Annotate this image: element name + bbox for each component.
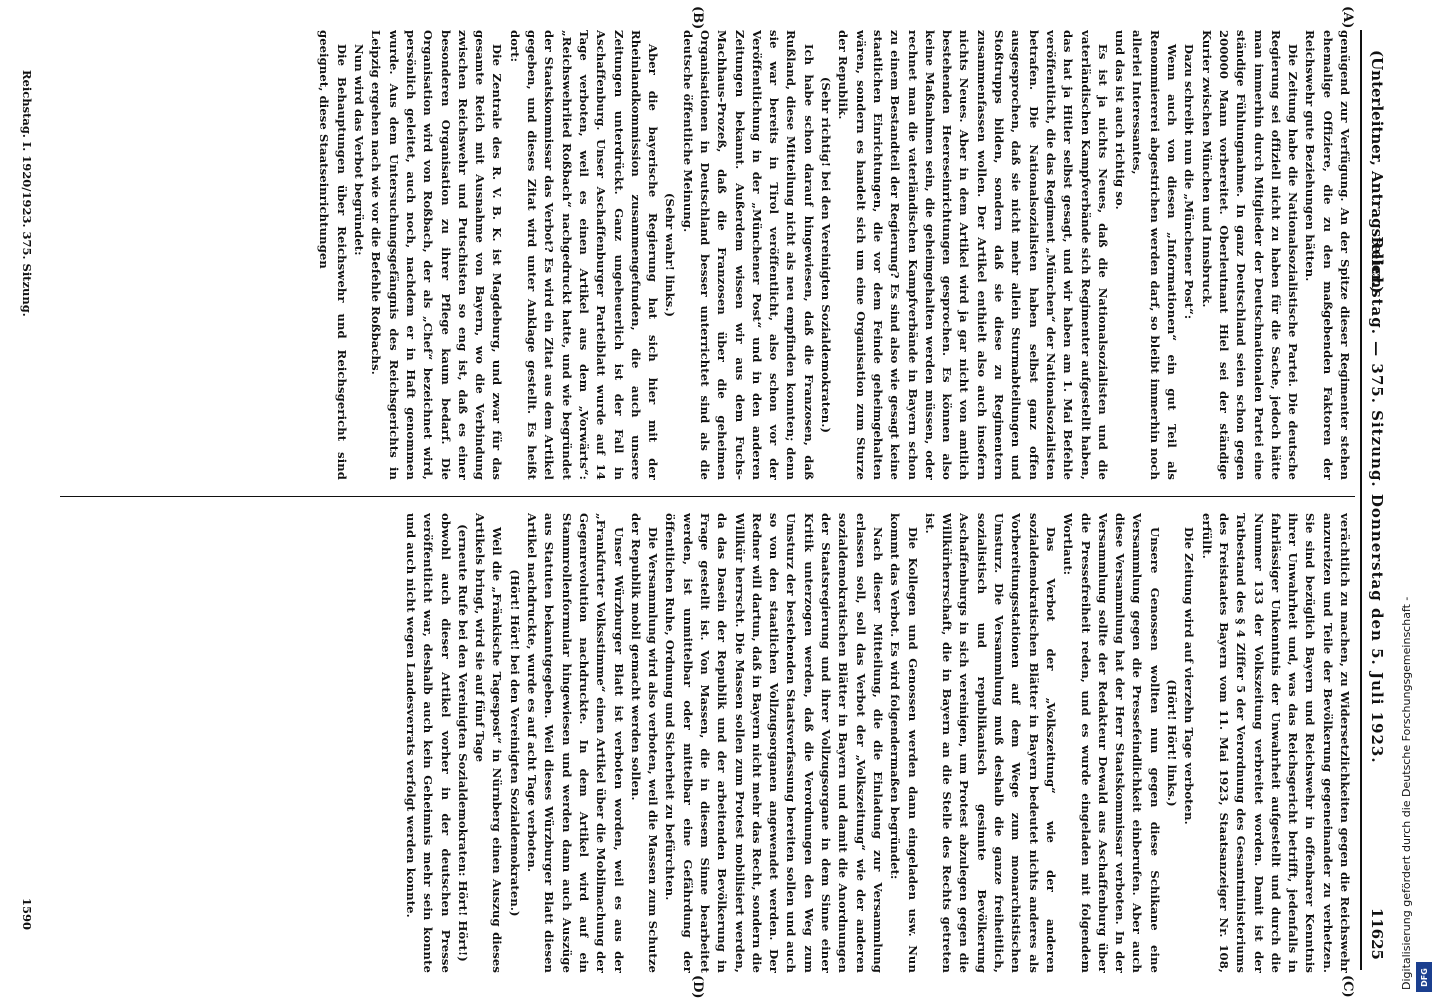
margin-mark-b: (B): [690, 6, 705, 30]
paragraph: Die Zeitung wird auf vierzehn Tage verboten.: [1182, 527, 1197, 825]
digitization-sidebar: [1398, 0, 1434, 1000]
page-header: [1360, 30, 1390, 970]
header-page-number: 11625: [1368, 907, 1386, 960]
paragraph: Unsere Genossen wollten nun gegen diese Schikane eine Versammlung gegen die Pressefeindlichkeit einberufen. Aber auch diese Versammlung hat der Herr Staatskommissar verboten. In der Versammlung sollte der Redakteur Dewald aus Aschaffenburg über die Pressefreiheit reden, und es wurde eingeladen mit folgendem Wortlaut:: [1061, 513, 1162, 973]
paragraph: Ich habe schon darauf hingewiesen, daß die Franzosen, daß Rußland, diese Mitteilung nicht als neu empfinden konnten; denn sie war bereits in Tirol veröffentlicht, also schon vor der Veröffentlichung in der „Münchener Post“ und in den anderen Zeitungen bekannt. Außerdem wissen wir aus dem Fuchs-Machhaus-Prozeß, daß die Franzosen über die geheimen Organisationen in Deutschland besser unterrichtet sind als die deutsche öffentliche Meinung.: [680, 30, 816, 480]
paragraph: Die Behauptungen über Reichswehr und Reichsgericht sind geeignet, diese Staatseinrichtungen: [317, 30, 349, 480]
paragraph: Nun wird das Verbot begründet:: [352, 44, 367, 256]
header-session-title: Reichstag. — 375. Sitzung. Donnerstag den 5. Juli 1923.: [1368, 236, 1386, 764]
left-column: [60, 30, 1353, 480]
paragraph: Die Versammlung wird also verboten, weil die Massen zum Schutze der Republik mobil gemacht werden sollen.: [628, 513, 661, 973]
margin-mark-a: (A): [1340, 6, 1355, 29]
paragraph: Dazu schreibt nun die „Münchener Post“:: [1182, 44, 1197, 320]
dfg-logo: [1416, 962, 1432, 992]
paragraph: Das Verbot der „Volkszeitung“ wie der anderen sozialdemokratischen Blätter in Bayern bedeutet nichts anderes als Vorbereitungsstationen auf dem Wege zum monarchistischen Umsturz. Die Versammlung muß deshalb die ganze freiheitlich, sozialistisch und republikanisch gesinnte Bevölkerung Aschaffenburgs in sich vereinigen, um Protest abzulegen gegen die Willkürherrschaft, die in Bayern an die Stelle des Rechts getreten ist.: [922, 513, 1058, 973]
dfg-logo-text: DFG: [1419, 967, 1429, 987]
paragraph: genügend zur Verfügung. An der Spitze dieser Regimenter stehen ehemalige Offiziere, die zu den maßgebenden Faktoren der Reichswehr gute Beziehungen hätten.: [1303, 30, 1352, 480]
interjection: (Sehr richtig! bei den Vereinigten Sozialdemokraten.): [819, 76, 834, 434]
interjection: (Hört! Hört! links.): [1165, 679, 1180, 807]
header-speaker: (Unterleitner, Antragsteller.): [1368, 50, 1386, 294]
paragraph: Die Zentrale des R. V. B. K. ist Magdeburg, und zwar für das gesamte Reich mit Ausnahme von Bayern, wo die Verbindung zwischen Reichswehr und Putschisten so eng ist, daß es einer besonderen Organisation zu ihrer Pflege kaum bedarf. Die Organisation wird von Roßbach, der als „Chef“ bezeichnet wird, persönlich geleitet, auch noch, nachdem er in Haft genommen wurde. Aus dem Untersuchungsgefängnis des Reichsgerichts in Leipzig ergehen nach wie vor die Befehle Roßbachs.: [369, 30, 505, 480]
paragraph: Nach dieser Mitteilung, die die Einladung zur Versammlung erlassen soll, soll das Verbot der „Volkszeitung“ wie der anderen sozialdemokratischen Blätter in Bayern und damit die Anordnungen der Staatsregierung und ihrer Vollzugsorgane in dem Sinne einer Kritik unterzogen werden, daß die Verordnungen den Weg zum Umsturz der bestehenden Staatsverfassung bereiten sollen und auch so von den staatlichen Vollzugsorganen angewendet werden. Der Redner will dartun, daß in Bayern nicht mehr das Recht, sondern die Willkür herrscht. Die Massen sollen zum Protest mobilisiert werden, da das Dasein der Republik und der arbeitenden Bevölkerung in Frage gestellt ist. Von Massen, die in diesem Sinne bearbeitet werden, ist unmittelbar oder mittelbar eine Gefährdung der öffentlichen Ruhe, Ordnung und Sicherheit zu befürchten.: [663, 513, 885, 973]
margin-mark-c: (C): [1340, 975, 1355, 998]
interjection: (Sehr wahr! links.): [663, 192, 678, 318]
paragraph: Die Zeitung habe die Nationalsozialistische Partei. Die deutsche Regierung sei offiziell nicht zu haben für die Sache, jedoch hätte man immerhin durch Mitglieder der Deutschnationalen Partei eine ständige Fühlungnahme. In ganz Deutschland seien schon gegen 200000 Mann vorbereitet. Oberleutnant Hiel sei der ständige Kurier zwischen München und Innsbruck.: [1199, 30, 1301, 480]
paragraph: verächtlich zu machen, zu Widersetzlichkeiten gegen die Reichswehr anzureizen und Teile der Bevölkerung gegeneinander zu verhetzen. Sie sind bezüglich Bayern und Reichswehr in offenbarer Kenntnis ihrer Unwahrheit und, was das Reichsgericht betrifft, jedenfalls in fahrlässiger Unkenntnis der Unwahrheit aufgestellt und durch die Nummer 133 der Volkszeitung verbreitet worden. Damit ist der Tatbestand des § 4 Ziffer 5 der Verordnung des Gesamtministeriums des Freistaates Bayern vom 11. Mai 1923, Staatsanzeiger Nr. 108, erfüllt.: [1199, 513, 1352, 973]
margin-mark-d: (D): [690, 975, 705, 999]
column-divider: [60, 496, 1355, 497]
paragraph: Wenn auch von diesen „Informationen“ ein gut Teil als Renommiererei abgestrichen werden darf, so bleibt immerhin noch allerlei Interessantes,: [1130, 30, 1180, 480]
paragraph: Aber die bayerische Regierung hat sich hier mit der Rheinlandkommission zusammengefunden, die auch unsere Zeitungen unterdrückt. Ganz ungeheuerlich ist der Fall in Aschaffenburg. Unser Aschaffenburger Parteiblatt wurde auf 14 Tage verboten, weil es einen Artikel aus dem „Vorwärts“: „Reichswehrlied Roßbach“ nachgedruckt hatte, und wie begründet der Staatskommissar das Verbot? Es wird ein Zitat aus dem Artikel gegeben, und dieses Zitat wird unter Anklage gestellt. Es heißt dort:: [507, 30, 661, 480]
footer-volume: Reichstag. I. 1920/1923. 375. Sitzung.: [20, 70, 34, 317]
funding-notice: Digitalisierung gefördert durch die Deutsche Forschungsgemeinschaft -: [1400, 596, 1413, 990]
footer-page-number: 1590: [20, 897, 34, 930]
paragraph: obwohl auch dieser Artikel vorher in der deutschen Presse veröffentlicht war, deshalb auch kein Geheimnis mehr sein konnte und auch nicht wegen Landesverrats verfolgt werden konnte.: [403, 513, 453, 973]
paragraph: Die Kollegen und Genossen werden dann eingeladen usw. Nun kommt das Verbot. Es wird folgendermaßen begründet:: [888, 513, 920, 973]
right-column: [60, 513, 1353, 973]
page-footer: [14, 30, 38, 970]
paragraph: Unser Würzburger Blatt ist verboten worden, weil es aus der „Frankfurter Volksstimme“ einen Artikel über die Mobilmachung der Gegenrevolution nachdruckte. In dem Artikel wird auf ein Stammrollenformular hingewiesen und werden dann auch Auszüge aus Statuten bekanntgegeben. Weil dieses Würzburger Blatt diesen Artikel nachdruckte, wurde es auf acht Tage verboten.: [525, 513, 626, 973]
paragraph: Es ist ja nichts Neues, daß die Nationalsozialisten und die vaterländischen Kampfverbände sich Regimenter aufgestellt haben, das hat ja Hitler selbst gesagt, und wir haben am 1. Mai Befehle veröffentlicht, die das Regiment „München“ der Nationalsozialisten betrafen. Die Nationalsozialisten haben selbst ganz offen ausgesprochen, daß sie nicht mehr allein Sturmabteilungen und Stoßtrupps bilden, sondern daß sie diese zu Regimentern zusammenfassen wollen. Der Artikel enthielt also auch insofern nichts Neues. Aber in dem Artikel wird ja gar nicht von amtlich bestehenden Heereseinrichtungen gesprochen. Es können also keine Maßnahmen sein, die geheimgehalten werden müssen, oder rechnet man die vaterländischen Kampfverbände in Bayern schon zu einem Bestandteil der Regierung? Es sind also wie gesagt keine staatlichen Einrichtungen, die vor dem Feinde geheimgehalten wären, sondern es handelt sich um eine Organisation zum Sturze der Republik.: [836, 30, 1110, 480]
interjection: (Hört! Hört! bei den Vereinigten Sozialdemokraten.): [507, 569, 522, 917]
interjection: (erneute Rufe bei den Vereinigten Sozialdemokraten: Hört! Hört!): [455, 524, 470, 962]
paragraph: und das ist auch richtig so.: [1113, 30, 1128, 210]
paragraph: Weil die „Fränkische Tagespost“ in Nürnberg einen Auszug dieses Artikels bringt, wird sie auf fünf Tage: [473, 513, 505, 973]
